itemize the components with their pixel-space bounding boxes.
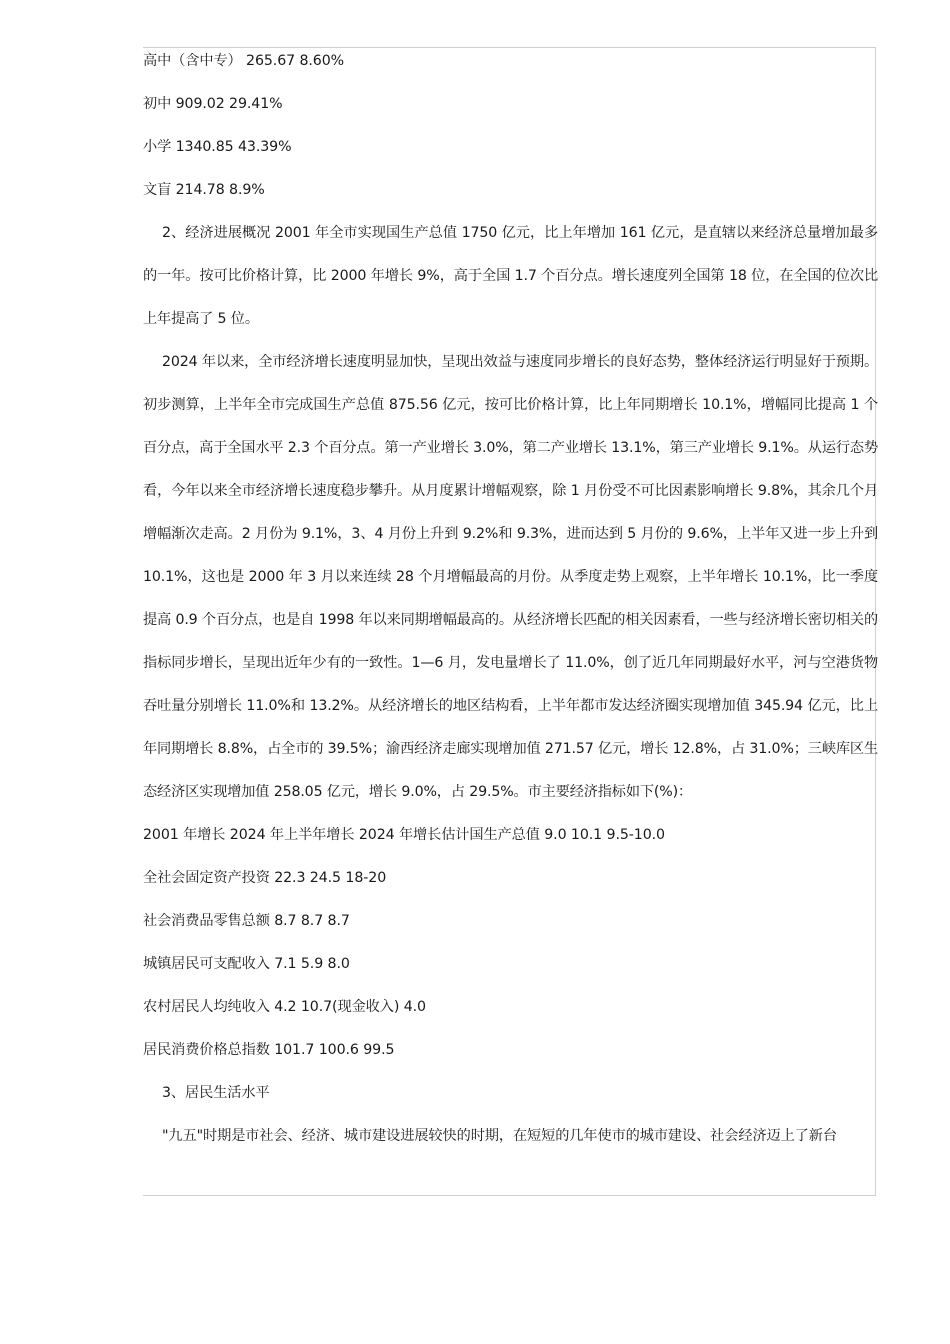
indicator-row-cpi: 居民消费价格总指数 101.7 100.6 99.5 (143, 1042, 395, 1058)
education-row-illiterate: 文盲 214.78 8.9% (143, 182, 265, 198)
education-row-primary: 小学 1340.85 43.39% (143, 139, 292, 155)
indicator-row-retail-sales: 社会消费品零售总额 8.7 8.7 8.7 (143, 913, 350, 929)
paragraph-2024-economy: 2024 年以来，全市经济增长速度明显加快，呈现出效益与速度同步增长的良好态势，整体经济运行明显好于预期。初步测算，上半年全市完成国生产总值 875.56 亿元，按可比价格计算，比上年同期增长 10.1%，增幅同比提高 1 个百分点，高于全国水平 2.3 个百分点。第一产业增长 3.0%，第二产业增长 13.1%，第三产业增长 9.1%。从运行态势看，今年以来全市经济增长速度稳步攀升。从月度累计增幅观察，除 1 月份受不可比因素影响增长 9.8%，其余几个月增幅渐次走高。2 月份为 9.1%，3、4 月份上升到 9.2%和 9.3%，进而达到 5 月份的 9.6%，上半年又进一步上升到 10.1%，这也是 2000 年 3 月以来连续 28 个月增幅最高的月份。从季度走势上观察，上半年增长 10.1%，比一季度提高 0.9 个百分点，也是自 1998 年以来同期增幅最高的。从经济增长匹配的相关因素看，一些与经济增长密切相关的指标同步增长，呈现出近年少有的一致性。1—6 月，发电量增长了 11.0%，创了近几年同期最好水平，河与空港货物吞吐量分别增长 11.0%和 13.2%。从经济增长的地区结构看，上半年都市发达经济圈实现增加值 345.94 亿元，比上年同期增长 8.8%，占全市的 39.5%；渝西经济走廊实现增加值 271.57 亿元，增长 12.8%，占 31.0%；三峡库区生态经济区实现增加值 258.05 亿元，增长 9.0%，占 29.5%。市主要经济指标如下(%)： (143, 354, 878, 800)
indicator-row-gdp: 2001 年增长 2024 年上半年增长 2024 年增长估计国生产总值 9.0 10.1 9.5-10.0 (143, 827, 665, 843)
education-row-junior-high: 初中 909.02 29.41% (143, 96, 283, 112)
section-living-standards-heading: 3、居民生活水平 (162, 1085, 270, 1101)
indicator-row-fixed-investment: 全社会固定资产投资 22.3 24.5 18-20 (143, 870, 387, 886)
indicator-row-urban-income: 城镇居民可支配收入 7.1 5.9 8.0 (143, 956, 350, 972)
section-living-standards-text: "九五"时期是市社会、经济、城市建设进展较快的时期，在短短的几年使市的城市建设、社会经济迈上了新台 (162, 1128, 837, 1144)
document-body (143, 40, 878, 1158)
indicator-row-rural-income: 农村居民人均纯收入 4.2 10.7(现金收入) 4.0 (143, 999, 426, 1015)
education-row-high-school: 高中（含中专） 265.67 8.60% (143, 53, 345, 69)
section-economic-overview: 2、经济进展概况 2001 年全市实现国生产总值 1750 亿元，比上年增加 161 亿元，是直辖以来经济总量增加最多的一年。按可比价格计算，比 2000 年增长 9%，高于全国 1.7 个百分点。增长速度列全国第 18 位，在全国的位次比上年提高了 5 位。 (143, 225, 878, 327)
